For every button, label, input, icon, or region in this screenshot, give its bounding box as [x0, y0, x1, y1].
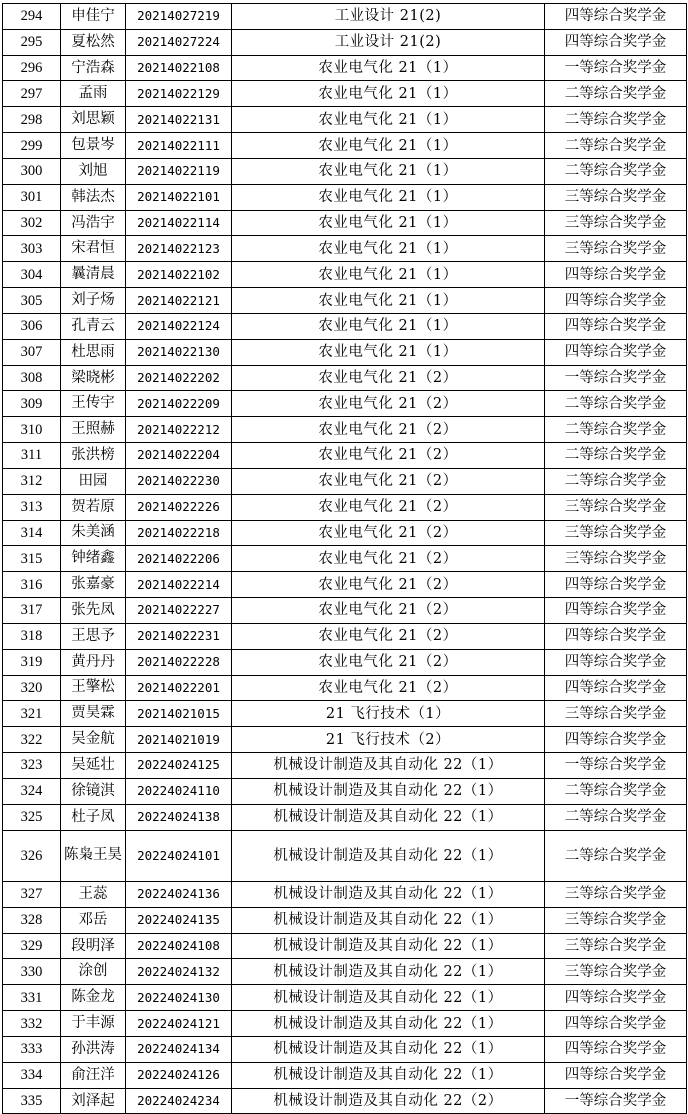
student-id: 20214027224	[126, 29, 232, 55]
class-name: 机械设计制造及其自动化 22（1）	[232, 959, 545, 985]
row-number: 323	[3, 753, 61, 779]
student-id: 20214022124	[126, 313, 232, 339]
class-name: 农业电气化 21（1）	[232, 133, 545, 159]
student-name: 孔青云	[61, 313, 126, 339]
student-id: 20214022214	[126, 572, 232, 598]
class-name: 农业电气化 21（1）	[232, 262, 545, 288]
table-row	[3, 520, 687, 546]
table-row	[3, 753, 687, 779]
class-name: 机械设计制造及其自动化 22（1）	[232, 1062, 545, 1088]
student-name: 陈金龙	[61, 985, 126, 1011]
class-name: 21 飞行技术（2）	[232, 727, 545, 753]
row-number: 321	[3, 701, 61, 727]
award-level: 二等综合奖学金	[545, 158, 687, 184]
row-number: 306	[3, 313, 61, 339]
table-row	[3, 907, 687, 933]
student-id: 20224024132	[126, 959, 232, 985]
row-number: 327	[3, 882, 61, 908]
student-id: 20214022130	[126, 339, 232, 365]
award-level: 三等综合奖学金	[545, 701, 687, 727]
student-name: 钟绪鑫	[61, 546, 126, 572]
row-number: 297	[3, 81, 61, 107]
table-row	[3, 107, 687, 133]
table-row	[3, 727, 687, 753]
student-id: 20214021019	[126, 727, 232, 753]
student-id: 20214022206	[126, 546, 232, 572]
class-name: 农业电气化 21（1）	[232, 339, 545, 365]
award-level: 三等综合奖学金	[545, 236, 687, 262]
student-name: 吴金航	[61, 727, 126, 753]
student-id: 20224024101	[126, 830, 232, 882]
table-row	[3, 133, 687, 159]
student-name: 申佳宁	[61, 4, 126, 30]
award-level: 二等综合奖学金	[545, 443, 687, 469]
award-level: 四等综合奖学金	[545, 4, 687, 30]
student-id: 20214022212	[126, 417, 232, 443]
table-row	[3, 55, 687, 81]
row-number: 295	[3, 29, 61, 55]
table-row	[3, 158, 687, 184]
award-level: 二等综合奖学金	[545, 830, 687, 882]
table-row	[3, 417, 687, 443]
student-name: 包景岑	[61, 133, 126, 159]
row-number: 322	[3, 727, 61, 753]
row-number: 330	[3, 959, 61, 985]
table-row	[3, 339, 687, 365]
table-row	[3, 1062, 687, 1088]
table-row	[3, 1011, 687, 1037]
class-name: 农业电气化 21（1）	[232, 210, 545, 236]
row-number: 324	[3, 778, 61, 804]
student-name: 黄丹丹	[61, 649, 126, 675]
award-level: 四等综合奖学金	[545, 288, 687, 314]
table-row	[3, 546, 687, 572]
student-id: 20224024125	[126, 753, 232, 779]
student-name: 宁浩森	[61, 55, 126, 81]
table-row	[3, 443, 687, 469]
award-table-body	[3, 4, 687, 1114]
award-level: 四等综合奖学金	[545, 1036, 687, 1062]
table-row	[3, 778, 687, 804]
student-name: 孙洪涛	[61, 1036, 126, 1062]
table-row	[3, 985, 687, 1011]
row-number: 329	[3, 933, 61, 959]
table-row	[3, 959, 687, 985]
student-id: 20214022226	[126, 494, 232, 520]
class-name: 工业设计 21(2)	[232, 29, 545, 55]
student-name: 夏松然	[61, 29, 126, 55]
student-id: 20214022230	[126, 468, 232, 494]
student-id: 20214022231	[126, 623, 232, 649]
award-level: 二等综合奖学金	[545, 133, 687, 159]
row-number: 316	[3, 572, 61, 598]
award-level: 三等综合奖学金	[545, 882, 687, 908]
student-name: 涂创	[61, 959, 126, 985]
class-name: 农业电气化 21（1）	[232, 313, 545, 339]
table-row	[3, 1036, 687, 1062]
table-row	[3, 649, 687, 675]
student-name: 贺若原	[61, 494, 126, 520]
row-number: 333	[3, 1036, 61, 1062]
student-name: 孟雨	[61, 81, 126, 107]
row-number: 331	[3, 985, 61, 1011]
award-level: 四等综合奖学金	[545, 1062, 687, 1088]
class-name: 农业电气化 21（2）	[232, 443, 545, 469]
table-row	[3, 365, 687, 391]
row-number: 325	[3, 804, 61, 830]
award-level: 四等综合奖学金	[545, 727, 687, 753]
student-name: 冯浩宇	[61, 210, 126, 236]
class-name: 农业电气化 21（1）	[232, 288, 545, 314]
row-number: 309	[3, 391, 61, 417]
student-id: 20214022131	[126, 107, 232, 133]
table-row	[3, 1088, 687, 1114]
table-row	[3, 701, 687, 727]
row-number: 318	[3, 623, 61, 649]
student-id: 20224024136	[126, 882, 232, 908]
row-number: 319	[3, 649, 61, 675]
row-number: 305	[3, 288, 61, 314]
table-row	[3, 623, 687, 649]
student-id: 20214022101	[126, 184, 232, 210]
student-name: 段明泽	[61, 933, 126, 959]
class-name: 农业电气化 21（2）	[232, 468, 545, 494]
row-number: 320	[3, 675, 61, 701]
award-level: 四等综合奖学金	[545, 675, 687, 701]
table-row	[3, 675, 687, 701]
student-id: 20214022129	[126, 81, 232, 107]
student-id: 20214022202	[126, 365, 232, 391]
student-name: 俞汪洋	[61, 1062, 126, 1088]
student-id: 20214022228	[126, 649, 232, 675]
class-name: 农业电气化 21（2）	[232, 494, 545, 520]
row-number: 335	[3, 1088, 61, 1114]
table-row	[3, 210, 687, 236]
row-number: 334	[3, 1062, 61, 1088]
class-name: 机械设计制造及其自动化 22（1）	[232, 830, 545, 882]
row-number: 315	[3, 546, 61, 572]
class-name: 农业电气化 21（1）	[232, 184, 545, 210]
class-name: 农业电气化 21（1）	[232, 81, 545, 107]
table-row	[3, 598, 687, 624]
award-level: 三等综合奖学金	[545, 520, 687, 546]
student-id: 20214027219	[126, 4, 232, 30]
row-number: 312	[3, 468, 61, 494]
student-name: 曩清晨	[61, 262, 126, 288]
table-row	[3, 4, 687, 30]
student-id: 20224024130	[126, 985, 232, 1011]
award-level: 三等综合奖学金	[545, 933, 687, 959]
class-name: 农业电气化 21（1）	[232, 158, 545, 184]
student-name: 田园	[61, 468, 126, 494]
student-id: 20224024121	[126, 1011, 232, 1037]
class-name: 机械设计制造及其自动化 22（1）	[232, 1011, 545, 1037]
award-level: 三等综合奖学金	[545, 184, 687, 210]
table-row	[3, 313, 687, 339]
row-number: 294	[3, 4, 61, 30]
row-number: 314	[3, 520, 61, 546]
table-row	[3, 236, 687, 262]
award-level: 四等综合奖学金	[545, 262, 687, 288]
award-level: 四等综合奖学金	[545, 985, 687, 1011]
award-level: 四等综合奖学金	[545, 339, 687, 365]
student-name: 张嘉豪	[61, 572, 126, 598]
student-name: 刘子炀	[61, 288, 126, 314]
class-name: 农业电气化 21（2）	[232, 572, 545, 598]
table-row	[3, 81, 687, 107]
award-level: 四等综合奖学金	[545, 649, 687, 675]
row-number: 296	[3, 55, 61, 81]
student-name: 徐镜淇	[61, 778, 126, 804]
student-name: 朱美涵	[61, 520, 126, 546]
class-name: 农业电气化 21（2）	[232, 623, 545, 649]
class-name: 农业电气化 21（1）	[232, 236, 545, 262]
award-level: 二等综合奖学金	[545, 417, 687, 443]
row-number: 307	[3, 339, 61, 365]
award-level: 三等综合奖学金	[545, 494, 687, 520]
student-name: 于丰源	[61, 1011, 126, 1037]
class-name: 农业电气化 21（2）	[232, 546, 545, 572]
row-number: 298	[3, 107, 61, 133]
award-level: 一等综合奖学金	[545, 1088, 687, 1114]
class-name: 21 飞行技术（1）	[232, 701, 545, 727]
table-row	[3, 830, 687, 882]
student-id: 20224024134	[126, 1036, 232, 1062]
table-row	[3, 391, 687, 417]
row-number: 299	[3, 133, 61, 159]
award-level: 四等综合奖学金	[545, 29, 687, 55]
student-name: 刘旭	[61, 158, 126, 184]
table-row	[3, 933, 687, 959]
award-level: 二等综合奖学金	[545, 391, 687, 417]
class-name: 机械设计制造及其自动化 22（1）	[232, 907, 545, 933]
student-name: 王传宇	[61, 391, 126, 417]
table-row	[3, 804, 687, 830]
award-level: 三等综合奖学金	[545, 210, 687, 236]
row-number: 301	[3, 184, 61, 210]
student-name: 王蕊	[61, 882, 126, 908]
student-name: 陈枭王昊	[61, 830, 126, 882]
row-number: 313	[3, 494, 61, 520]
award-level: 二等综合奖学金	[545, 81, 687, 107]
student-id: 20214022108	[126, 55, 232, 81]
award-level: 三等综合奖学金	[545, 907, 687, 933]
student-name: 王照赫	[61, 417, 126, 443]
row-number: 300	[3, 158, 61, 184]
student-name: 杜子凤	[61, 804, 126, 830]
row-number: 317	[3, 598, 61, 624]
award-level: 四等综合奖学金	[545, 623, 687, 649]
class-name: 农业电气化 21（2）	[232, 365, 545, 391]
student-id: 20224024234	[126, 1088, 232, 1114]
class-name: 机械设计制造及其自动化 22（1）	[232, 804, 545, 830]
student-name: 梁晓彬	[61, 365, 126, 391]
student-id: 20224024126	[126, 1062, 232, 1088]
row-number: 303	[3, 236, 61, 262]
student-name: 宋君恒	[61, 236, 126, 262]
class-name: 机械设计制造及其自动化 22（1）	[232, 1036, 545, 1062]
class-name: 农业电气化 21（2）	[232, 598, 545, 624]
row-number: 328	[3, 907, 61, 933]
student-name: 刘思颖	[61, 107, 126, 133]
class-name: 机械设计制造及其自动化 22（1）	[232, 778, 545, 804]
award-level: 三等综合奖学金	[545, 546, 687, 572]
student-name: 邓岳	[61, 907, 126, 933]
student-id: 20214021015	[126, 701, 232, 727]
award-level: 四等综合奖学金	[545, 598, 687, 624]
table-row	[3, 184, 687, 210]
class-name: 机械设计制造及其自动化 22（1）	[232, 985, 545, 1011]
student-id: 20224024135	[126, 907, 232, 933]
student-name: 杜思雨	[61, 339, 126, 365]
student-name: 张洪榜	[61, 443, 126, 469]
class-name: 农业电气化 21（2）	[232, 391, 545, 417]
student-id: 20214022121	[126, 288, 232, 314]
student-name: 刘泽起	[61, 1088, 126, 1114]
student-id: 20214022123	[126, 236, 232, 262]
class-name: 农业电气化 21（2）	[232, 675, 545, 701]
award-level: 二等综合奖学金	[545, 107, 687, 133]
award-level: 二等综合奖学金	[545, 778, 687, 804]
class-name: 机械设计制造及其自动化 22（1）	[232, 753, 545, 779]
table-row	[3, 468, 687, 494]
table-row	[3, 262, 687, 288]
row-number: 311	[3, 443, 61, 469]
student-id: 20214022119	[126, 158, 232, 184]
student-name: 张先凤	[61, 598, 126, 624]
class-name: 机械设计制造及其自动化 22（2）	[232, 1088, 545, 1114]
student-name: 吴延壮	[61, 753, 126, 779]
student-name: 王思予	[61, 623, 126, 649]
student-id: 20214022209	[126, 391, 232, 417]
award-level: 四等综合奖学金	[545, 572, 687, 598]
student-id: 20224024110	[126, 778, 232, 804]
class-name: 农业电气化 21（1）	[232, 55, 545, 81]
award-level: 一等综合奖学金	[545, 365, 687, 391]
row-number: 308	[3, 365, 61, 391]
student-id: 20214022201	[126, 675, 232, 701]
class-name: 机械设计制造及其自动化 22（1）	[232, 882, 545, 908]
student-id: 20214022204	[126, 443, 232, 469]
award-level: 四等综合奖学金	[545, 313, 687, 339]
class-name: 农业电气化 21（2）	[232, 417, 545, 443]
award-level: 一等综合奖学金	[545, 753, 687, 779]
class-name: 农业电气化 21（2）	[232, 649, 545, 675]
student-name: 贾昊霖	[61, 701, 126, 727]
class-name: 农业电气化 21（2）	[232, 520, 545, 546]
table-row	[3, 882, 687, 908]
row-number: 326	[3, 830, 61, 882]
student-id: 20214022114	[126, 210, 232, 236]
award-table	[2, 3, 687, 1114]
student-name: 韩法杰	[61, 184, 126, 210]
award-level: 二等综合奖学金	[545, 468, 687, 494]
award-level: 二等综合奖学金	[545, 804, 687, 830]
student-name: 王擎松	[61, 675, 126, 701]
class-name: 工业设计 21(2)	[232, 4, 545, 30]
class-name: 农业电气化 21（1）	[232, 107, 545, 133]
student-id: 20214022227	[126, 598, 232, 624]
table-row	[3, 288, 687, 314]
student-id: 20224024108	[126, 933, 232, 959]
table-row	[3, 572, 687, 598]
table-row	[3, 494, 687, 520]
student-id: 20214022102	[126, 262, 232, 288]
award-level: 一等综合奖学金	[545, 55, 687, 81]
student-id: 20224024138	[126, 804, 232, 830]
row-number: 302	[3, 210, 61, 236]
student-id: 20214022218	[126, 520, 232, 546]
award-level: 四等综合奖学金	[545, 1011, 687, 1037]
student-id: 20214022111	[126, 133, 232, 159]
row-number: 304	[3, 262, 61, 288]
award-level: 三等综合奖学金	[545, 959, 687, 985]
class-name: 机械设计制造及其自动化 22（1）	[232, 933, 545, 959]
row-number: 310	[3, 417, 61, 443]
row-number: 332	[3, 1011, 61, 1037]
table-row	[3, 29, 687, 55]
